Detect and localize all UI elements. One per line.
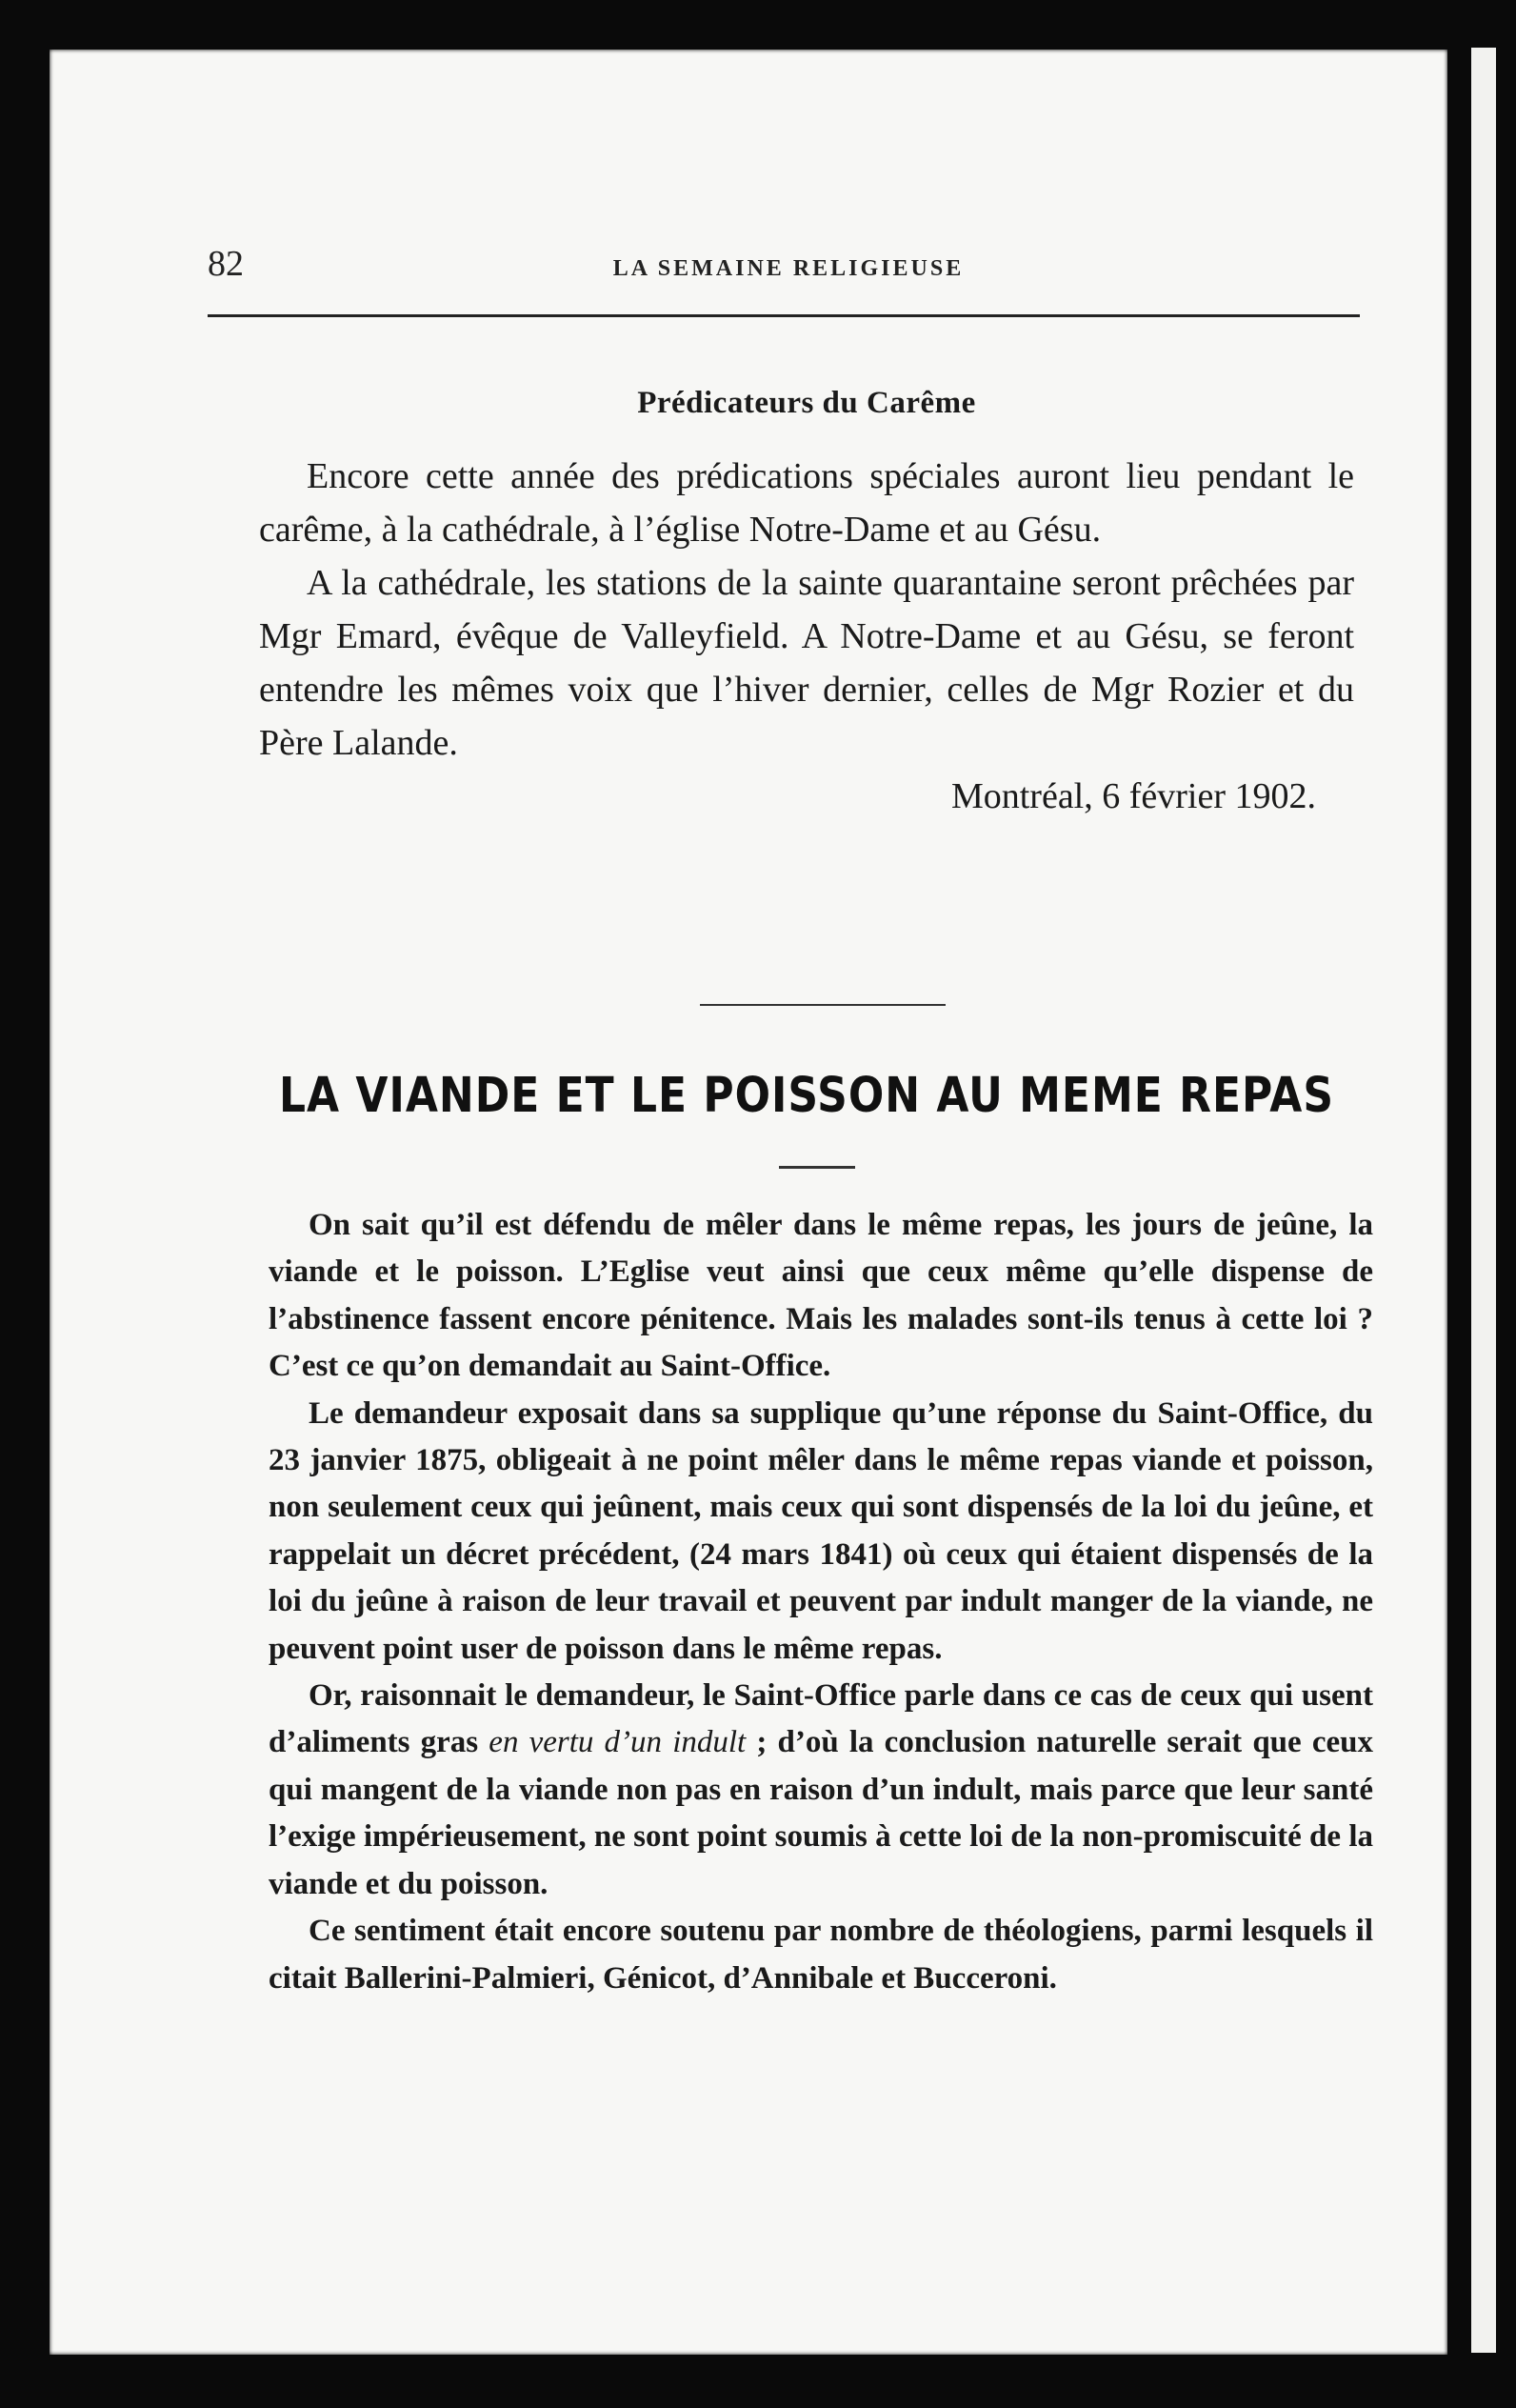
title-rule [779,1166,855,1169]
section-divider [700,1004,946,1006]
paragraph: Le demandeur exposait dans sa supplique qu’une réponse du Saint-Office, du 23 janvier 1875, obligeait à ne point mêler dans le même repas viande et poisson, non seulement ceux qui jeûnent, mais ceux qui sont dispensés de la loi du jeûne, et rappelait un décret précédent, (24 mars 1841) où ceux qui étaient dispensés de la loi du jeûne à raison de leur travail et peuvent par indult manger de la viande, ne peuvent point user de poisson dans le même repas. [269,1395,1373,1666]
next-page-edge [1471,48,1496,2353]
paragraph: Encore cette année des prédications spéciales auront lieu pendant le carême, à la cathédrale, à l’église Notre-Dame et au Gésu. [259,456,1354,550]
italic-phrase: en vertu d’un indult [489,1725,747,1760]
section-viande-poisson [269,1202,1373,2002]
paragraph: Ce sentiment était encore soutenu par nombre de théologiens, parmi lesquels il citait Ballerini-Palmieri, Génicot, d’Annibale et Bucceroni. [269,1914,1373,1996]
article-title: LA VIANDE ET LE POISSON AU MEME REPAS [278,1068,1335,1124]
page-header [208,243,1360,285]
paragraph: A la cathédrale, les stations de la sainte quarantaine seront prêchées par Mgr Emard, évêque de Valleyfield. A Notre-Dame et au Gésu, se feront entendre les mêmes voix que l’hiver dernier, celles de Mgr Rozier et du Père Lalande. [259,563,1354,763]
signoff-date: Montréal, 6 février 1902. [950,776,1316,816]
section-title: Prédicateurs du Carême [637,386,976,420]
page-number: 82 [208,244,244,284]
paragraph [269,1673,1373,1908]
text-run: ; d’où la conclusion naturelle serait que ceux qui mangent de la viande non pas en raison d’un indult, mais parce que leur santé l’exige impérieusement, ne sont point soumis à cette loi de la non-promiscuité de la viande et du poisson. [269,1725,1373,1901]
running-title: LA SEMAINE RELIGIEUSE [612,256,965,281]
header-rule [208,314,1360,317]
text-run: Or, raisonnait le demandeur, le Saint-Office parle dans ce cas de ceux qui usent d’aliments gras [269,1678,1373,1760]
paragraph: On sait qu’il est défendu de mêler dans le même repas, les jours de jeûne, la viande et le poisson. L’Eglise veut ainsi que ceux même qu’elle dispense de l’abstinence fassent encore pénitence. Mais les malades sont-ils tenus à cette loi ? C’est ce qu’on demandait au Saint-Office. [269,1208,1373,1384]
section-predicateurs [259,386,1354,817]
